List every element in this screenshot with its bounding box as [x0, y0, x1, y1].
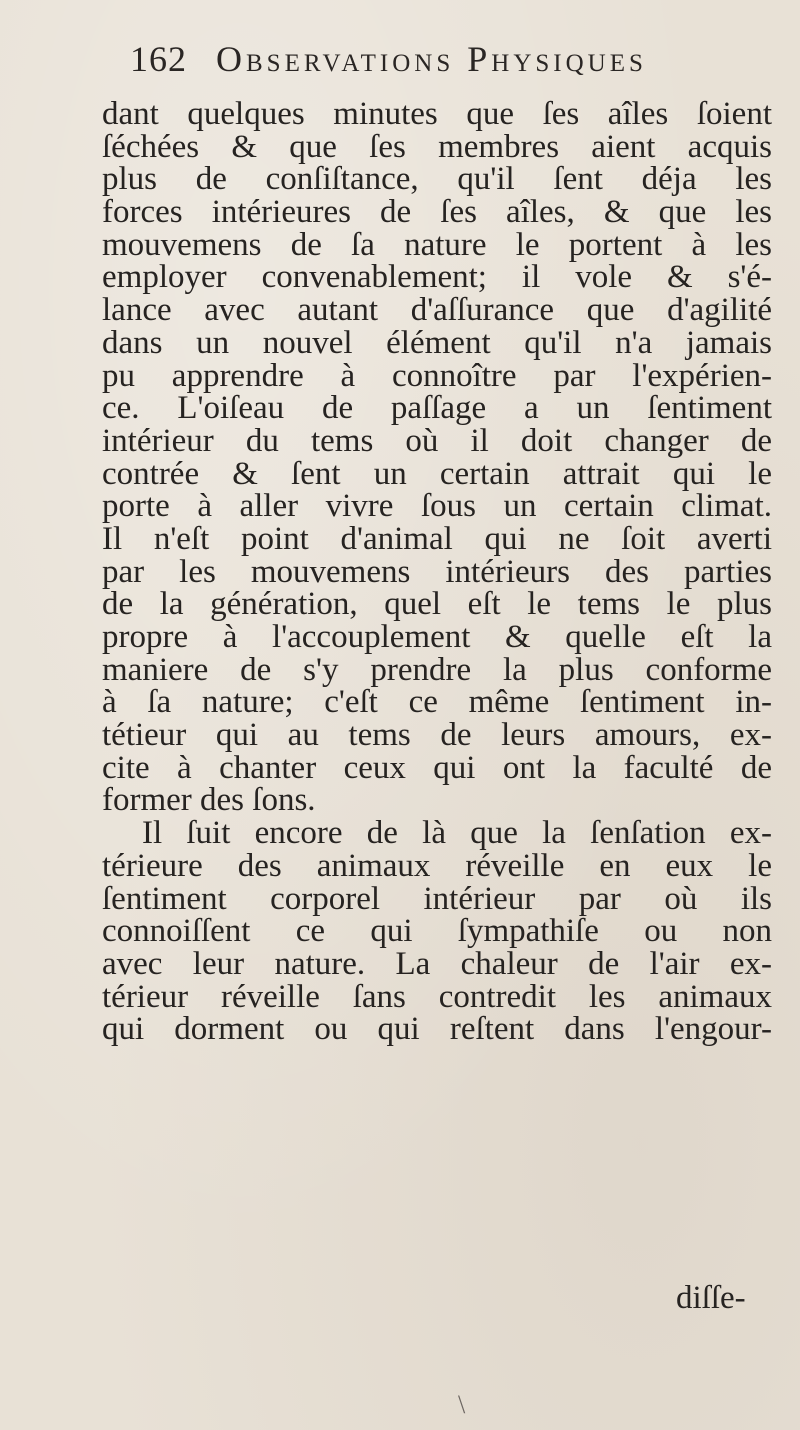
running-title: Observations Physiques — [216, 39, 647, 79]
text-line: de la génération, quel eſt le tems le plus — [102, 586, 772, 623]
text-line: térieur réveille ſans contredit les animaux — [102, 978, 772, 1015]
text-line: Il ſuit encore de là que la ſenſation ex- — [142, 815, 772, 852]
text-line: dant quelques minutes que ſes aîles ſoient — [102, 96, 772, 132]
text-line: tétieur qui au tems de leurs amours, ex- — [102, 717, 772, 754]
text-line: maniere de s'y prendre la plus conforme — [102, 651, 772, 688]
text-line: porte à aller vivre ſous un certain climat. — [102, 488, 772, 525]
text-line: forces intérieures de ſes aîles, & que les — [102, 194, 772, 231]
text-line: intérieur du tems où il doit changer de — [102, 422, 772, 459]
text-line: qui dorment ou qui reſtent dans l'engour- — [102, 1011, 772, 1048]
text-line: à ſa nature; c'eſt ce même ſentiment in- — [102, 684, 772, 721]
text-line: mouvemens de ſa nature le portent à les — [102, 226, 772, 263]
text-line: propre à l'accouplement & quelle eſt la — [102, 619, 772, 655]
text-line: ſéchées & que ſes membres aient acquis — [102, 128, 772, 165]
text-line: employer convenablement; il vole & s'é- — [102, 259, 772, 296]
text-line: plus de conſiſtance, qu'il ſent déja les — [102, 161, 772, 198]
text-line: Il n'eſt point d'animal qui ne ſoit averti — [102, 520, 772, 557]
text-line: cite à chanter ceux qui ont la faculté de — [102, 749, 772, 786]
stray-ink-mark: \ — [458, 1390, 466, 1419]
catchword: diſſe- — [676, 1280, 746, 1316]
text-line: contrée & ſent un certain attrait qui le — [102, 455, 772, 492]
text-line: ſentiment corporel intérieur par où ils — [102, 880, 772, 917]
text-line: lance avec autant d'aſſurance que d'agilité — [102, 292, 772, 329]
page-number: 162 — [130, 39, 187, 79]
text-line: térieure des animaux réveille en eux le — [102, 847, 772, 884]
text-line: par les mouvemens intérieurs des parties — [102, 553, 772, 590]
text-line: former des ſons. — [102, 782, 316, 819]
text-line: connoiſſent ce qui ſympathiſe ou non — [102, 913, 772, 950]
body-text — [102, 98, 772, 1046]
text-line: pu apprendre à connoître par l'expérien- — [102, 357, 772, 394]
running-head — [130, 38, 770, 80]
text-line: dans un nouvel élément qu'il n'a jamais — [102, 324, 772, 361]
text-line: avec leur nature. La chaleur de l'air ex- — [102, 945, 772, 982]
text-line: ce. L'oiſeau de paſſage a un ſentiment — [102, 390, 772, 427]
